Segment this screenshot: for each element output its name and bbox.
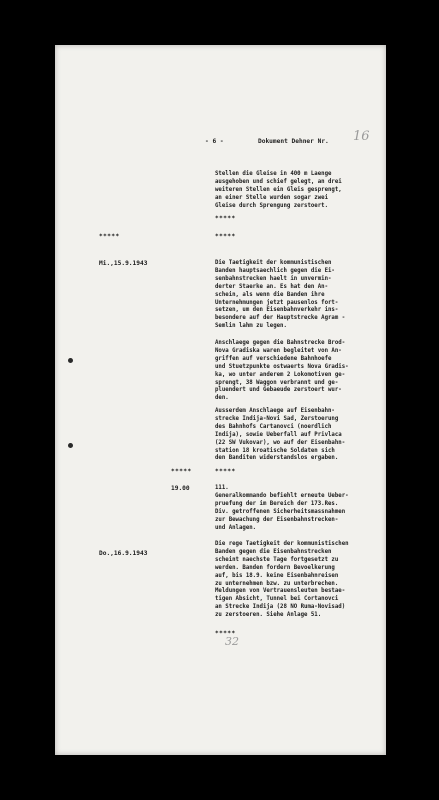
handwritten-document-number: 16 [353,129,370,144]
text-paragraph: Anschlaege gegen die Bahnstrecke Brod- Nova Gradiska waren begleitet von An- griffen auf verschiedene Bahnhoefe und Stuetzpunkte ostwaerts Nova Gradis- ka, wo unter anderem 2 Lokomotiven ge- sprengt, 38 Waggon verbrannt und ge- pluendert und Gebaeude zerstoert wur- den. [215,340,349,402]
text-paragraph: Ausserdem Anschlaege auf Eisenbahn- strecke Indija-Novi Sad, Zerstoerung des Bahnhofs Cartanovci (noerdlich Indija), sowie Ueberfall auf Privlaca (22 SW Vukovar), wo auf der Eisenbahn- station 18 kroatische Soldaten sich den Banditen widerstandslos ergaben. [215,408,346,462]
entry-date: Do.,16.9.1943 [99,550,148,557]
separator-stars: ***** [99,233,120,240]
text-paragraph: Die rege Taetigkeit der kommunistischen Banden gegen die Eisenbahnstrecken scheint naechste Tage fortgesetzt zu werden. Banden fordern Bevoelkerung auf, bis 18.9. keine Eisenbahnreisen zu unternehmen bzw. zu unterbrechen. Meldungen von Vertrauensleuten bestae- tigen Absicht, Tunnel bei Cortanovci an Strecke Indija (28 NO Ruma-Novisad) zu zerstoeren. Siehe Anlage 51. [215,541,349,619]
handwritten-page-number: 32 [225,635,239,648]
separator-stars: ***** [215,233,236,240]
punch-hole [68,443,73,448]
separator-stars: ***** [215,215,236,222]
text-paragraph: 111. Generalkommando befiehlt erneute Ueber- pruefung der im Bereich der 173.Res. Div. getroffenen Sicherheitsmassnahmen zur Bewachung der Eisenbahnstrecken- und Anlagen. [215,485,349,531]
entry-time: 19.00 [171,485,190,492]
text-paragraph: Die Taetigkeit der kommunistischen Banden hauptsaechlich gegen die Ei- senbahnstrecken haelt in unvermin- derter Staerke an. Es hat den An- schein, als wenn die Banden ihre Unternehmungen jetzt pausenlos fort- setzen, um den Eisenbahnverkehr ins- besondere auf der Hauptstrecke Agram - Semlin lahm zu legen. [215,260,346,330]
document-page [55,45,386,755]
punch-hole [68,358,73,363]
page-marker: - 6 - [205,138,224,145]
text-paragraph: Stellen die Gleise in 400 m Laenge ausgehoben und schief gelegt, an drei weiteren Stellen ein Gleis gesprengt, an einer Stelle wurden sogar zwei Gleise durch Sprengung zerstoert. [215,171,342,209]
document-title: Dokument Dehner Nr. [258,138,329,145]
separator-stars: ***** [171,468,192,475]
separator-stars: ***** [215,468,236,475]
entry-date: Mi.,15.9.1943 [99,260,148,267]
separator-stars: ***** [215,630,236,637]
